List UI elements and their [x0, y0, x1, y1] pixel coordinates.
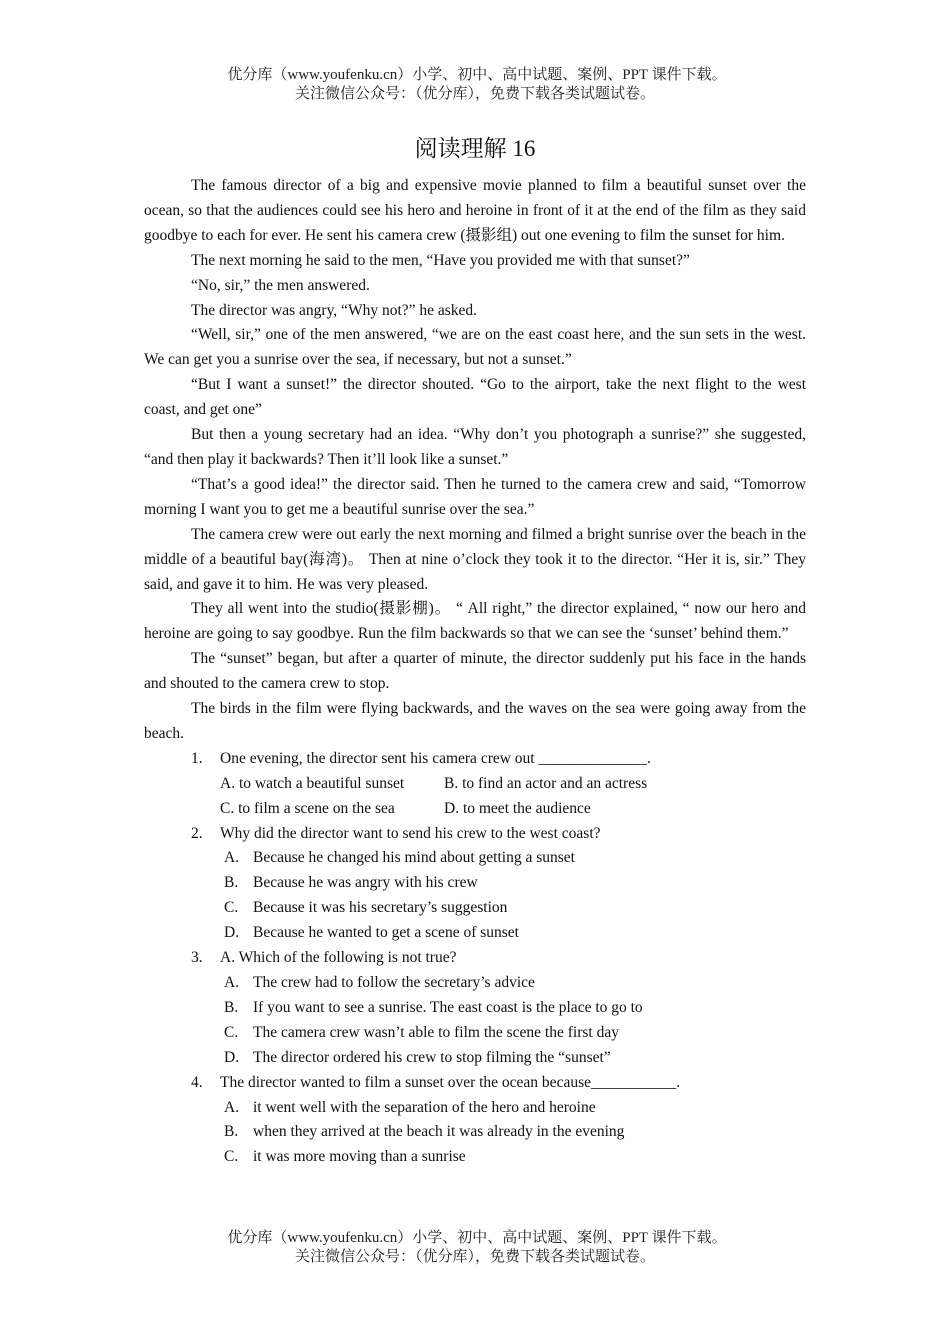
header-line-1: 优分库（www.youfenku.cn）小学、初中、高中试题、案例、PPT 课件下载。: [227, 67, 727, 83]
option-b: [224, 996, 806, 1021]
option-letter: B.: [224, 1123, 239, 1141]
option-c: [224, 1021, 806, 1046]
option-text: it was more moving than a sunrise: [253, 1148, 466, 1166]
paragraph: The next morning he said to the men, “Have you provided me with that sunset?”: [191, 251, 690, 269]
paragraph: But then a young secretary had an idea. “Why don’t you photograph a sunrise?” she suggested, “and then play it backwards? Then it’ll look like a sunset.”: [144, 426, 806, 468]
option-letter: C.: [224, 1023, 239, 1041]
footer-line-2: 关注微信公众号：（优分库），免费下载各类试题试卷。: [294, 1249, 655, 1265]
question-text: The director wanted to film a sunset over the ocean because___________.: [220, 1073, 681, 1091]
paragraph: “Well, sir,” one of the men answered, “we are on the east coast here, and the sun sets in the west. We can get you a sunrise over the sea, if necessary, but not a sunset.”: [144, 326, 806, 369]
option-b: [224, 1120, 806, 1145]
question-text: A. Which of the following is not true?: [220, 949, 457, 967]
option-letter: A.: [224, 974, 240, 991]
option-text: it went well with the separation of the hero and heroine: [253, 1098, 596, 1116]
question-number: 4.: [191, 1073, 203, 1091]
question-4: [191, 1071, 806, 1096]
paragraph: The “sunset” began, but after a quarter of minute, the director suddenly put his face in the hands and shouted to the camera crew to stop.: [144, 650, 806, 693]
paragraph: The camera crew were out early the next morning and filmed a bright sunrise over the beach in the middle of a beautiful bay(海湾)。 Then at nine o’clock they took it to the director. “Her it is, sir.” They said, and gave it to him. He was very pleased.: [144, 525, 806, 593]
paragraph: “That’s a good idea!” the director said. Then he turned to the camera crew and said, “Tomorrow morning I want you to get me a beautiful sunrise over the sea.”: [144, 475, 806, 518]
paragraph: “No, sir,” the men answered.: [191, 276, 370, 294]
option-a: A. to watch a beautiful sunset: [220, 774, 405, 792]
option-letter: B.: [224, 874, 239, 892]
option-c: C. to film a scene on the sea: [220, 799, 395, 817]
option-c: [224, 896, 806, 921]
question-1: [191, 747, 806, 772]
question-3: [191, 946, 806, 971]
option-c: [224, 1145, 806, 1170]
option-a: [224, 971, 806, 996]
page-title: 阅读理解 16: [414, 136, 536, 161]
question-text: One evening, the director sent his camera crew out ______________.: [220, 749, 651, 767]
option-b: B. to find an actor and an actress: [444, 774, 648, 792]
paragraph: The director was angry, “Why not?” he asked.: [191, 301, 478, 319]
option-a: [224, 846, 806, 871]
option-letter: C.: [224, 1148, 239, 1166]
option-text: If you want to see a sunrise. The east coast is the place to go to: [253, 998, 643, 1016]
footer-banner: [0, 1229, 950, 1267]
question-number: 1.: [191, 749, 203, 767]
paragraph: The birds in the film were flying backwards, and the waves on the sea were going away from the beach.: [144, 700, 806, 742]
option-d: [224, 921, 806, 946]
article-body: [144, 174, 806, 1170]
question-text: Why did the director want to send his crew to the west coast?: [220, 824, 601, 842]
option-text: The director ordered his crew to stop filming the “sunset”: [253, 1048, 611, 1066]
header-banner: [0, 66, 950, 104]
option-row: [220, 772, 806, 797]
paragraph: They all went into the studio(摄影棚)。 “ All right,” the director explained, “ now our hero and heroine are going to say goodbye. Run the film backwards so that we can see the ‘sunset’ behind them.”: [144, 600, 806, 643]
option-letter: A.: [224, 849, 240, 867]
option-text: Because he changed his mind about getting a sunset: [253, 849, 575, 867]
option-text: The crew had to follow the secretary’s advice: [253, 974, 535, 991]
option-letter: B.: [224, 998, 239, 1016]
option-letter: D.: [224, 1048, 240, 1066]
option-letter: C.: [224, 899, 239, 917]
option-text: Because he wanted to get a scene of sunset: [253, 924, 519, 942]
option-text: Because it was his secretary’s suggestion: [253, 899, 508, 917]
header-line-2: 关注微信公众号：（优分库），免费下载各类试题试卷。: [294, 86, 655, 102]
option-letter: A.: [224, 1098, 240, 1116]
option-a: [224, 1096, 806, 1121]
option-b: [224, 871, 806, 896]
question-number: 2.: [191, 824, 203, 842]
option-d: D. to meet the audience: [444, 799, 591, 817]
option-letter: D.: [224, 924, 240, 942]
option-text: The camera crew wasn’t able to film the scene the first day: [253, 1023, 619, 1041]
paragraph: The famous director of a big and expensive movie planned to film a beautiful sunset over the ocean, so that the audiences could see his hero and heroine in front of it at the end of the film as they said goodbye to each for ever. He sent his camera crew (摄影组) out one evening to film the sunset for him.: [144, 177, 806, 244]
footer-line-1: 优分库（www.youfenku.cn）小学、初中、高中试题、案例、PPT 课件下载。: [227, 1230, 727, 1246]
option-row: [220, 797, 806, 822]
option-text: when they arrived at the beach it was already in the evening: [253, 1123, 625, 1141]
option-text: Because he was angry with his crew: [253, 874, 478, 892]
option-d: [224, 1046, 806, 1071]
paragraph: “But I want a sunset!” the director shouted. “Go to the airport, take the next flight to the west coast, and get one”: [144, 376, 806, 419]
question-number: 3.: [191, 949, 203, 967]
question-2: [191, 822, 806, 847]
